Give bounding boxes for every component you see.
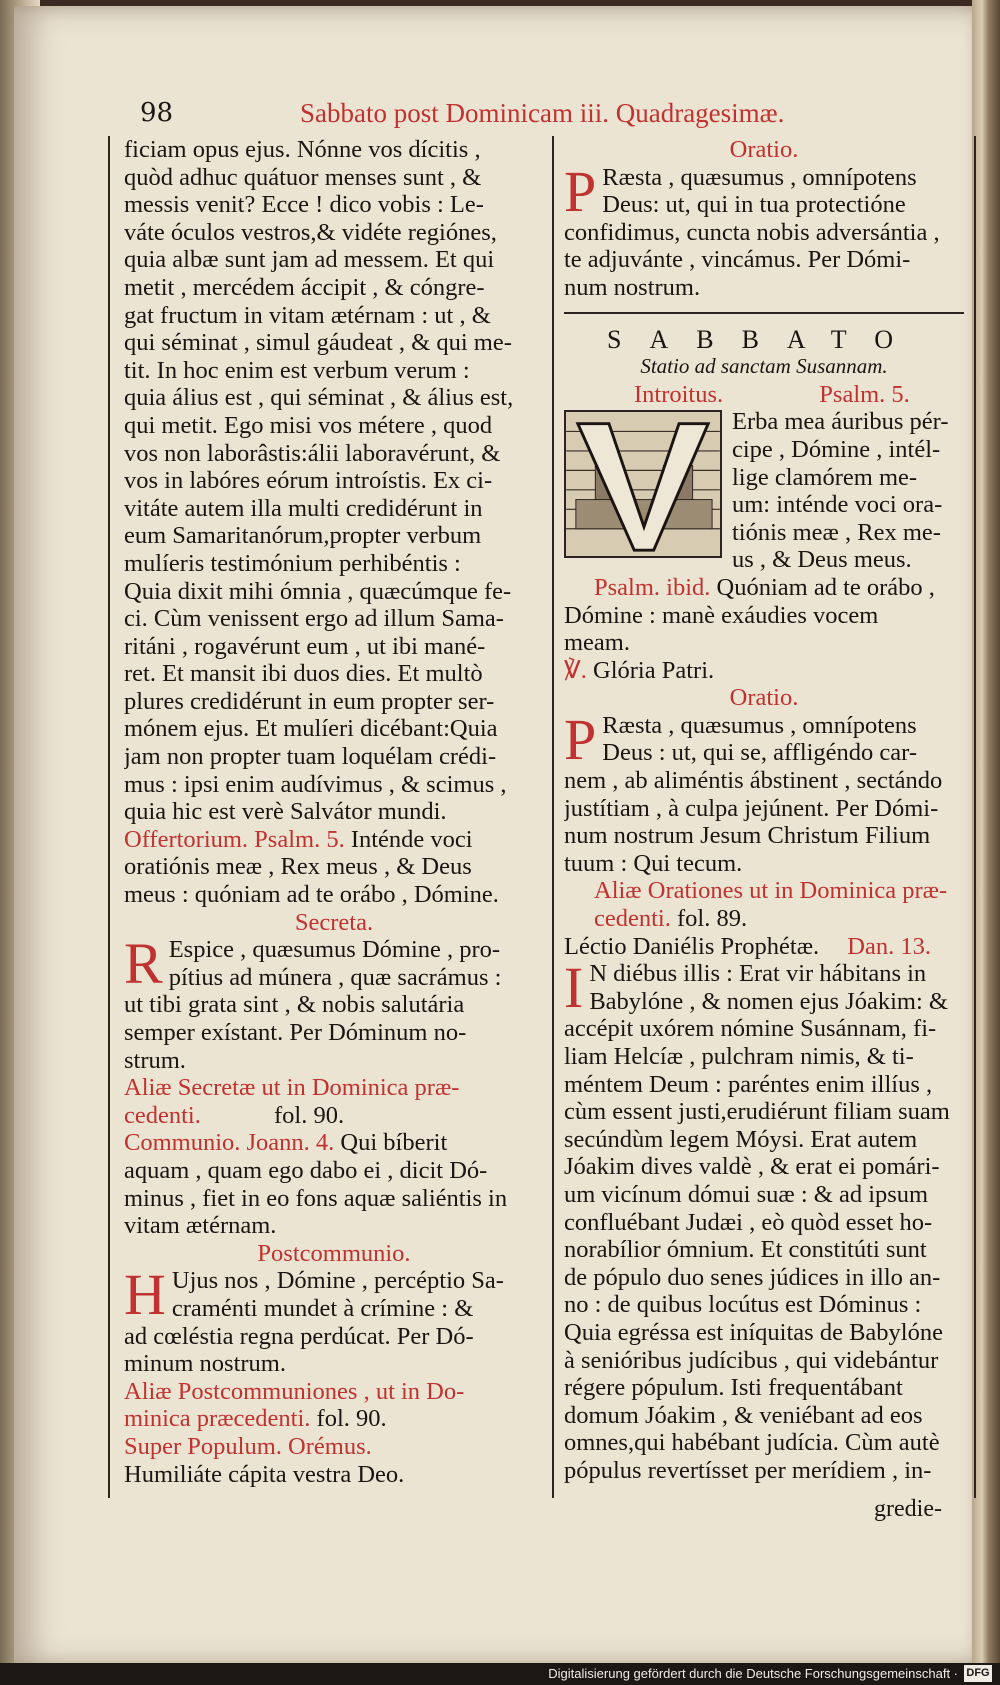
oratio-block	[564, 158, 964, 224]
gospel-line: mulíeris testimónium perhibéntis :	[124, 549, 461, 577]
gospel-line: quia álius est , qui séminat , & álius est,	[124, 384, 514, 412]
lectio: Léctio Daniélis Prophétæ.	[564, 932, 820, 960]
oratio-line: te adjuvánte , vincámus. Per Dómi-	[564, 246, 911, 274]
gospel-line: vos in labóres eórum introístis. Ex ci-	[124, 467, 493, 495]
oratio2-dropcap: P	[564, 706, 597, 772]
lectio-line: de pópulo duo senes júdices in illo an-	[564, 1263, 941, 1291]
psalm-ibid-label: Psalm. ibid.	[594, 573, 711, 601]
gospel-line: vitáte autem illa multi credidérunt in	[124, 494, 483, 522]
aliae-secretae-fol: fol. 90.	[274, 1101, 345, 1129]
oratio-line: num nostrum.	[564, 273, 701, 301]
catchword: gredie-	[874, 1496, 942, 1522]
postcommunio-block	[124, 1262, 544, 1328]
lectio-line: N diébus illis : Erat vir hábitans in	[589, 960, 927, 988]
left-column	[108, 136, 544, 1498]
footer-bar	[0, 1663, 1000, 1685]
oratio2-line: Deus : ut, qui se, affligéndo car-	[602, 739, 918, 767]
psalm-ibid-text-block	[564, 602, 964, 657]
oremus: Orémus.	[281, 1432, 372, 1460]
right-column	[552, 136, 976, 1498]
oratio-line: confidimus, cuncta nobis adversántia ,	[564, 218, 940, 246]
gospel-line: quia albæ sunt jam ad messem. Et qui	[124, 246, 495, 274]
book-edge	[972, 0, 1000, 1685]
psalm-ibid-text: Quóniam ad te orábo ,	[710, 573, 935, 601]
communio-text: Qui bíberit	[334, 1129, 448, 1157]
postcommunio-line: Ujus nos , Dómine , percéptio Sa-	[171, 1267, 504, 1295]
oratio2-line: nem , ab aliméntis ábstinent , sectándo	[564, 767, 943, 795]
offertorium-text: Inténde voci	[344, 825, 473, 853]
secreta-text	[124, 991, 544, 1074]
lectio-line: um vicínum dómui suæ : & ad ipsum	[564, 1180, 929, 1208]
lectio-line: méntem Deum : paréntes enim illíus ,	[564, 1070, 933, 1098]
aliae-secretae-line: Aliæ Secretæ ut in Dominica præ-	[124, 1074, 460, 1102]
aliae-orationes: Aliæ Orationes ut in Dominica præ-	[594, 877, 948, 905]
lectio-line: Quia egréssa est iníquitas de Babylóne	[564, 1318, 943, 1346]
introitus-line: us , & Deus meus.	[732, 546, 912, 574]
communio-line: vitam ætérnam.	[124, 1212, 277, 1240]
psalm-ibid-line	[564, 574, 964, 602]
offertorium-line: meus : quóniam ad te orábo , Dómine.	[124, 881, 499, 909]
aliae-post-line: Aliæ Postcommuniones , ut in Do-	[124, 1377, 465, 1405]
aliae-orationes-2: cedenti.	[594, 905, 671, 933]
versicle-sign: ℣.	[564, 656, 587, 684]
humiliate: Humiliáte cápita vestra Deo.	[124, 1460, 405, 1488]
introitus-line: um: inténde voci ora-	[732, 491, 943, 519]
gospel-line: qui séminat , simul gáudeat , & qui me-	[124, 329, 512, 357]
secreta-dropcap: R	[124, 931, 163, 997]
gospel-line: mus : ipsi enim audívimus , & scimus ,	[124, 770, 507, 798]
lectio-block	[564, 955, 964, 1021]
lectio-ref: Dan. 13.	[847, 932, 931, 960]
super-populum-line	[124, 1433, 544, 1461]
lectio-line	[564, 933, 964, 961]
gospel-line: mónem ejus. Et mulíeri dicébant:Quia	[124, 715, 498, 743]
secreta-line: strum.	[124, 1046, 186, 1074]
section-divider	[564, 312, 964, 314]
oratio2-line: num nostrum Jesum Christum Filium	[564, 822, 931, 850]
communio-label: Communio. Joann. 4.	[124, 1129, 335, 1157]
communio-text-block	[124, 1157, 544, 1240]
aliae-postcommuniones	[124, 1378, 544, 1406]
lectio-line: pópulus revertísset per merídiem , in-	[564, 1456, 932, 1484]
secreta-heading: Secreta.	[294, 908, 374, 936]
footer-credit: Digitalisierung gefördert durch die Deutsche Forschungsgemeinschaft ·	[548, 1666, 958, 1681]
lectio-line: Jóakim dives valdè , & erat ei pomári-	[564, 1153, 940, 1181]
gospel-line: ficiam opus ejus. Nónne vos dícitis ,	[124, 136, 481, 163]
lectio-line: à senióribus judícibus , qui videbántur	[564, 1346, 939, 1374]
lectio-line: accépit uxórem nómine Susánnam, fi-	[564, 1015, 937, 1043]
lectio-text	[564, 1015, 964, 1484]
introitus-label: Introitus.	[634, 380, 724, 408]
postcommunio-dropcap: H	[124, 1262, 166, 1328]
lectio-dropcap: I	[564, 955, 584, 1021]
gospel-line: váte óculos vestros,& vidéte regiónes,	[124, 218, 497, 246]
aliae-post-line-2	[124, 1405, 544, 1433]
aliae-orationes-fol: fol. 89.	[670, 905, 748, 933]
lectio-line: secúndùm legem Móysi. Erat autem	[564, 1125, 918, 1153]
aliae-orationes-line-2	[564, 905, 964, 933]
communio-line: minus , fiet in eo fons aquæ saliéntis in	[124, 1184, 508, 1212]
introitus-line: tiónis meæ , Rex me-	[732, 518, 941, 546]
gospel-line: qui metit. Ego misi vos métere , quod	[124, 411, 493, 439]
psalm-ibid-line: meam.	[564, 629, 630, 657]
gospel-line: quòd adhuc quátuor menses sunt , &	[124, 163, 482, 191]
gospel-line: metit , mercédem áccipit , & cóngre-	[124, 273, 485, 301]
offertorium-text-block	[124, 853, 544, 908]
oratio2-heading: Oratio.	[729, 684, 799, 712]
gospel-line: ritáni , rogavérunt eum , ut ibi mané-	[124, 632, 486, 660]
introitus-psalm: Psalm. 5.	[819, 380, 910, 408]
secreta-line: ut tibi grata sint , & nobis salutária	[124, 991, 465, 1019]
gospel-line: plures credidérunt in eum propter ser-	[124, 687, 495, 715]
lectio-line: omnes,qui habébant judícia. Cùm autè	[564, 1429, 940, 1457]
oratio-heading: Oratio.	[729, 136, 799, 163]
secreta-block	[124, 931, 544, 997]
oratio2-block	[564, 706, 964, 772]
psalm-ibid-line: Dómine : manè exáudies vocem	[564, 601, 879, 629]
oratio-dropcap: P	[564, 158, 597, 224]
oratio2-text	[564, 767, 964, 877]
introitus-block	[564, 408, 964, 574]
introitus-line: cipe , Dómine , intél-	[732, 435, 941, 463]
dfg-logo: DFG	[964, 1665, 992, 1682]
aliae-post-2: minica præcedenti.	[124, 1405, 311, 1433]
postcommunio-line: ad cœléstia regna perdúcat. Per Dó-	[124, 1322, 474, 1350]
sabbato-heading: SABBATO	[606, 325, 921, 354]
secreta-line: pítius ad múnera , quæ sacrámus :	[168, 963, 502, 991]
gospel-text	[124, 136, 544, 826]
gospel-line: jam non propter tuam loquélam crédi-	[124, 743, 497, 771]
postcommunio-text	[124, 1323, 544, 1378]
gospel-line: ret. Et mansit ibi duos dies. Et multò	[124, 660, 483, 688]
introitus-line: Erba mea áuribus pér-	[732, 408, 949, 436]
page-header	[140, 98, 940, 132]
lectio-line: no : de quibus locútus est Dóminus :	[564, 1291, 922, 1319]
gospel-line: gat fructum in vitam ætérnam : ut , &	[124, 301, 491, 329]
gospel-line: messis venit? Ecce ! dico vobis : Le-	[124, 191, 484, 219]
communio-line: aquam , quam ego dabo ei , dicit Dó-	[124, 1156, 488, 1184]
secreta-line: semper exístant. Per Dóminum no-	[124, 1019, 467, 1046]
lectio-line: norabílior ómnium. Et constitúti sunt	[564, 1236, 927, 1264]
oratio-text	[564, 219, 964, 302]
super-populum: Super Populum.	[124, 1432, 282, 1460]
oratio2-line: tuum : Qui tecum.	[564, 849, 743, 877]
postcommunio-line: craménti mundet à crímine : &	[171, 1294, 474, 1322]
gospel-line: eum Samaritanórum,propter verbum	[124, 522, 482, 550]
lectio-line: domum Jóakim , & veniébant ad eos	[564, 1401, 923, 1429]
introitus-line: lige clamórem me-	[732, 463, 918, 491]
lectio-line: liam Helcíæ , pulchram nimis, & ti-	[564, 1043, 914, 1070]
aliae-secretae-line: cedenti.	[124, 1101, 201, 1129]
statio: Statio ad sanctam Susannam.	[640, 354, 888, 379]
offertorium-line	[124, 826, 544, 854]
oratio2-line: justítiam , à culpa jejúnent. Per Dómi-	[564, 794, 939, 822]
lectio-line: régere pópulum. Isti frequentábant	[564, 1374, 903, 1402]
gospel-line: quia hic est verè Salvátor mundi.	[124, 798, 447, 826]
gospel-line: vos non laborâstis:álii laboravérunt, &	[124, 439, 501, 467]
woodcut-v-image	[566, 412, 720, 556]
gloria: Glória Patri.	[586, 656, 715, 684]
aliae-post-fol: fol. 90.	[310, 1405, 387, 1433]
running-head: Sabbato post Dominicam iii. Quadragesimæ.	[300, 98, 785, 128]
communio-line	[124, 1129, 544, 1157]
oratio2-line: Ræsta , quæsumus , omnípotens	[602, 711, 917, 739]
offertorium-line: oratiónis meæ , Rex meus , & Deus	[124, 853, 472, 881]
lectio-line: Babylóne , & nomen ejus Jóakim: &	[589, 987, 948, 1015]
oratio-line: Ræsta , quæsumus , omnípotens	[602, 163, 917, 191]
introitus-line	[564, 381, 964, 409]
lectio-line: cùm essent justi,erudiérunt filiam suam	[564, 1098, 950, 1126]
page-number: 98	[140, 98, 174, 128]
gloria-line	[564, 657, 964, 685]
lectio-line: confluébant Judæi , eò quòd esset ho-	[564, 1208, 933, 1236]
gospel-line: ci. Cùm venissent ergo ad illum Sama-	[124, 605, 504, 633]
offertorium-label: Offertorium. Psalm. 5.	[124, 825, 345, 853]
gospel-line: Quia dixit mihi ómnia , quæcúmque fe-	[124, 577, 512, 605]
postcommunio-heading: Postcommunio.	[257, 1239, 411, 1267]
postcommunio-line: minum nostrum.	[124, 1350, 286, 1378]
woodcut-initial-v	[564, 410, 722, 558]
oratio-line: Deus: ut, qui in tua protectióne	[602, 191, 906, 219]
secreta-line: Espice , quæsumus Dómine , pro-	[168, 936, 501, 964]
gospel-line: tit. In hoc enim est verbum verum :	[124, 356, 470, 384]
